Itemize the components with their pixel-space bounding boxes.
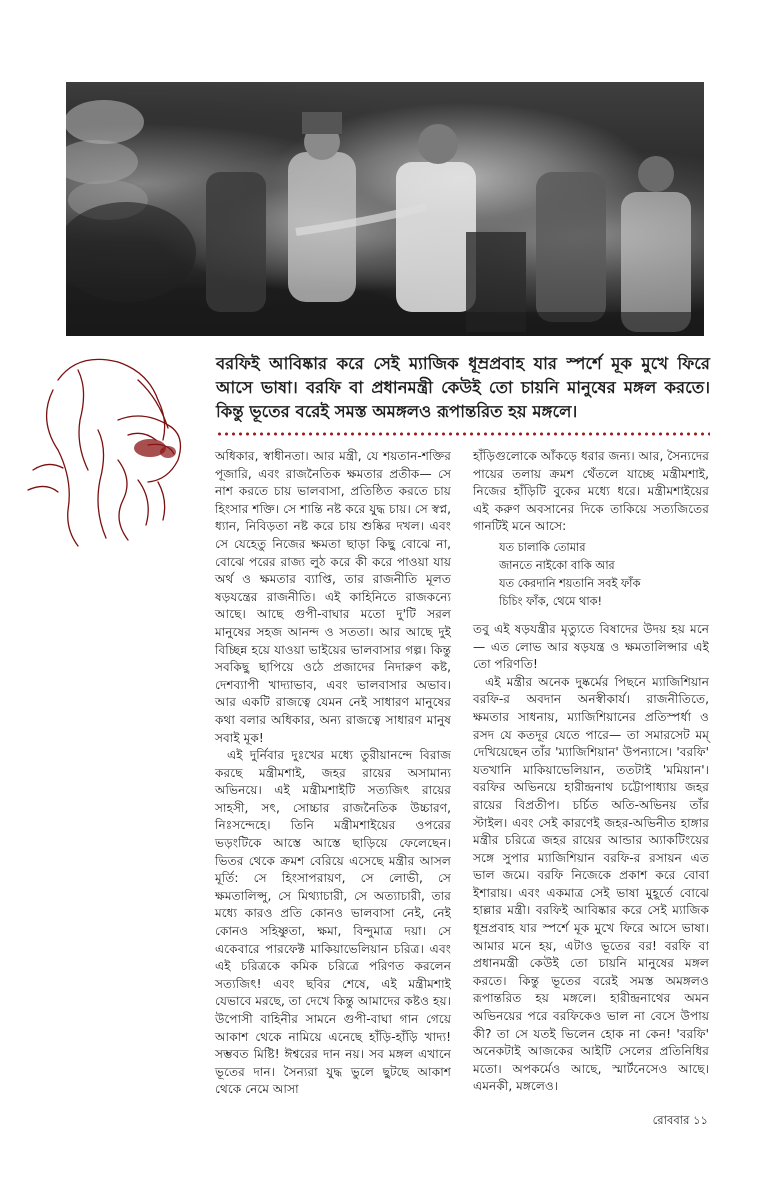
article-paragraph: অধিকার, স্বাধীনতা। আর মন্ত্রী, যে শয়তান-শক্তির পূজারি, এবং রাজনৈতিক ক্ষমতার প্রতীক— সে নাশ করতে চায় ভালবাসা, প্রতিষ্ঠিত করতে চায় হিংসার শক্তি। সে শান্তি নষ্ট করে যুদ্ধ চায়। সে স্বপ্ন, ধ্যান, নিবিড়তা নষ্ট করে চায় শুষ্কির দখল। এবং সে যেহেতু নিজের ক্ষমতা ছাড়া কিছু বোঝে না, বোঝে পরের রাজ্য লুঠ করে কী করে পাওয়া যায় অর্থ ও ক্ষমতার ব্যাপ্তি, তার রাজনীতি মূলত ষড়যন্ত্রের রাজনীতি। এই কাহিনিতে রাজকন্যে আছে। আছে গুপী-বাঘার মতো দু'টি সরল মানুষের সহজ আনন্দ ও সততা। আর আছে দুই বিচ্ছিন্ন হয়ে যাওয়া ভাইয়ের ভালবাসার গল্প। কিন্তু সবকিছু ছাপিয়ে ওঠে প্রজাদের নিদারুণ কষ্ট, দেশব্যাপী খাদ্যাভাব, এবং ভালবাসার অভাব। আর একটি রাজত্বে যেমন নেই সাধারণ মানুষের কথা বলার অধিকার, অন্য রাজত্বে সাধারণ মানুষ সবাই মূক! (215, 449, 451, 745)
minister-sketch-illustration (18, 350, 204, 550)
film-still-scene (66, 82, 704, 336)
verse-line: যত চালাকি তোমার (499, 540, 586, 554)
verse-line: চিচিং ফাঁক, থেমে থাক! (499, 594, 603, 608)
article-paragraph: এই দুর্নিবার দুঃখের মধ্যে তুরীয়ানন্দে বিরাজ করছে মন্ত্রীমশাই, জহর রায়ের অসামান্য অভিনয়ে। এই মন্ত্রীমশাইটি সত্যজিৎ রায়ের সাহসী, সৎ, সোচ্চার রাজনৈতিক উচ্চারণ, নিঃসন্দেহে। তিনি মন্ত্রীমশাইয়ের ওপরের ভড়ংটিকে আস্তে আস্তে ছাড়িয়ে ফেলেছেন। ভিতর থেকে ক্রমশ বেরিয়ে এসেছে মন্ত্রীর আসল মূর্তি: সে হিংসাপরায়ণ, সে লোভী, সে ক্ষমতালিপ্সু, সে মিথ্যাচারী, সে অত্যাচারী, তার মধ্যে কারও প্রতি কোনও ভালবাসা নেই, নেই কোনও সহিষ্ণুতা, ক্ষমা, বিন্দুমাত্র দয়া। সে একেবারে পারফেক্ট মাকিয়াভেলিয়ান চরিত্র। এবং এই চরিত্রকে কমিক চরিত্রে পরিণত করলেন সত্যজিৎ! এবং ছবির শেষে, এই মন্ত্রীমশাই যেভাবে মরছে, তা দেখে কিন্তু আমাদের কষ্টও হয়। উপোসী বাহিনীর সামনে গুপী-বাঘা গান গেয়ে আকাশ থেকে নামিয়ে এনেছে হাঁড়ি-হাঁড়ি খাদ্য! সম্ভবত মিষ্টি! ঈশ্বরের দান নয়। সব মঙ্গল এখানে ভূতের দান। সৈন্যরা যুদ্ধ ভুলে ছুটছে আকাশ থেকে নেমে আসা (215, 748, 451, 1097)
article-column-left (215, 448, 451, 1099)
verse-line: যত কেরদানি শয়তানি সবই ফাঁক (499, 576, 641, 590)
article-paragraph: তবু এই ষড়যন্ত্রীর মৃত্যুতে বিষাদের উদয় হয় মনে— এত লোভ আর ষড়যন্ত্র ও ক্ষমতালিপ্সার এই তো পরিণতি! (473, 621, 709, 672)
article-column-right (473, 448, 709, 1096)
article-paragraph: এই মন্ত্রীর অনেক দুষ্কর্মের পিছনে ম্যাজিশিয়ান বরফি-র অবদান অনস্বীকার্য। রাজনীতিতে, ক্ষমতার সাধনায়, ম্যাজিশিয়ানের প্রতিস্পর্ধা ও রসদ যে কতদূর যেতে পারে— তা সমারসেট মম্ দেখিয়েছেন তাঁর 'ম্যাজিশিয়ান' উপন্যাসে। 'বরফি' যতখানি মাকিয়াভেলিয়ান, ততটাই 'মমিয়ান'। বরফির অভিনয়ে হারীন্দ্রনাথ চট্টোপাধ্যায় জহর রায়ের বিপ্রতীপ। চর্চিত অতি-অভিনয় তাঁর স্টাইল। এবং সেই কারণেই জহর-অভিনীত হাঙ্গার মন্ত্রীর চরিত্রে জহর রায়ের আন্ডার অ্যাকটিংয়ের সঙ্গে সুপার ম্যাজিশিয়ান বরফি-র রসায়ন এত ভাল জমে। বরফি নিজেকে প্রকাশ করে বোবা ইশারায়। এবং একমাত্র সেই ভাষা মুহূর্তে বোঝে হাল্লার মন্ত্রী। বরফিই আবিষ্কার করে সেই ম্যাজিক ধূম্রপ্রবাহ যার স্পর্শে মূক মুখে ফিরে আসে ভাষা। আমার মনে হয়, এটাও ভূতের বর! বরফি বা প্রধানমন্ত্রী কেউই তো চায়নি মানুষের মঙ্গল করতে। কিন্তু ভূতের বরেই সমস্ত অমঙ্গলও রূপান্তরিত হয় মঙ্গলে। হারীন্দ্রনাথের অমন অভিনয়ের পরে বরফিকেও ভাল না বেসে উপায় কী? তা সে যতই ভিলেন হোক না কেন! 'বরফি' অনেকটাই আজকের আইটি সেলের প্রতিনিধির মতো। অপকর্মেও আছে, স্মার্টনেসেও আছে। এমনকী, মঙ্গলেও। (473, 674, 709, 1094)
page-number: রোববার ১১ (652, 1113, 708, 1127)
film-still-photo (66, 82, 704, 336)
pull-quote: বরফিই আবিষ্কার করে সেই ম্যাজিক ধূম্রপ্রবাহ যার স্পর্শে মূক মুখে ফিরে আসে ভাষা। বরফি বা প্রধানমন্ত্রী কেউই তো চায়নি মানুষের মঙ্গল করতে। কিন্তু ভূতের বরেই সমস্ত অমঙ্গলও রূপান্তরিত হয় মঙ্গলে। (216, 354, 710, 421)
dotted-divider (216, 432, 710, 436)
verse-line: জানতে নাইকো বাকি আর (499, 558, 615, 572)
article-paragraph: হাঁড়িগুলোকে আঁকড়ে ধরার জন্য। আর, সৈন্যদের পায়ের তলায় ক্রমশ থেঁতলে যাচ্ছে মন্ত্রীমশাই, নিজের হাঁড়িটি বুকের মধ্যে ধরে। মন্ত্রীমশাইয়ের এই করুণ অবসানের দিকে তাকিয়ে সত্যজিতের গানটিই মনে আসে: (473, 449, 710, 534)
song-verse (499, 539, 709, 611)
